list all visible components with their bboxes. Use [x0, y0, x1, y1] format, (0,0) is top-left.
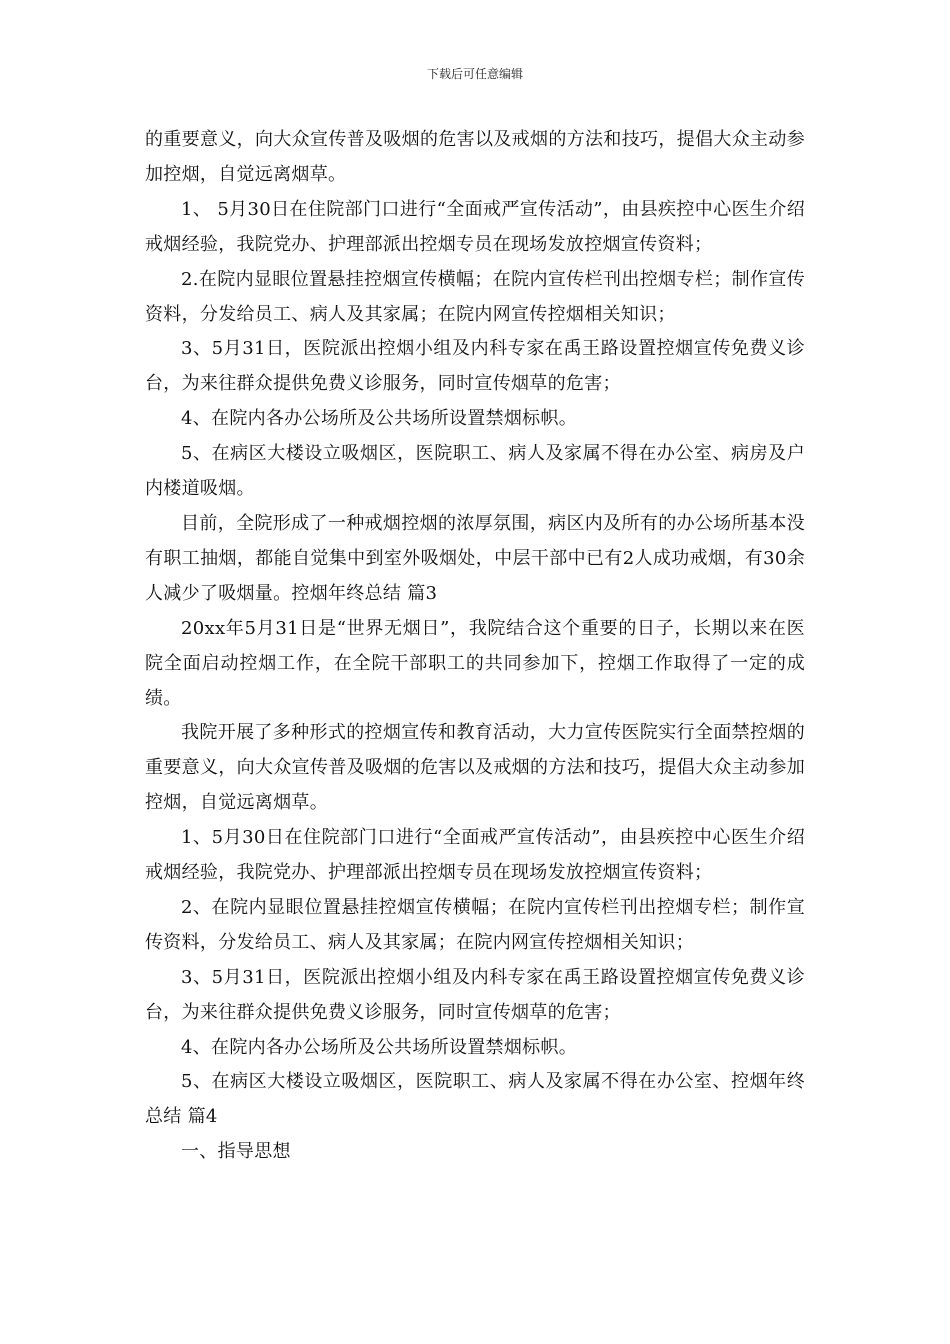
- paragraph: 目前，全院形成了一种戒烟控烟的浓厚氛围，病区内及所有的办公场所基本没有职工抽烟，都能自觉集中到室外吸烟处，中层干部中已有2人成功戒烟，有30余人减少了吸烟量。控烟年终总结 篇3: [145, 512, 805, 604]
- paragraph: 3、5月31日，医院派出控烟小组及内科专家在禹王路设置控烟宣传免费义诊台，为来往群众提供免费义诊服务，同时宣传烟草的危害；: [145, 966, 805, 1023]
- paragraph: 2.在院内显眼位置悬挂控烟宣传横幅；在院内宣传栏刊出控烟专栏；制作宣传资料，分发给员工、病人及其家属；在院内网宣传控烟相关知识；: [145, 268, 805, 325]
- paragraph: 5、在病区大楼设立吸烟区，医院职工、病人及家属不得在办公室、病房及户内楼道吸烟。: [145, 443, 805, 500]
- paragraph: 5、在病区大楼设立吸烟区，医院职工、病人及家属不得在办公室、控烟年终总结 篇4: [145, 1071, 805, 1128]
- paragraph: 4、在院内各办公场所及公共场所设置禁烟标帜。: [181, 1036, 578, 1058]
- section-heading: 一、指导思想: [181, 1141, 291, 1163]
- page-header: 下载后可任意编辑: [426, 67, 523, 81]
- paragraph: 3、5月31日，医院派出控烟小组及内科专家在禹王路设置控烟宣传免费义诊台，为来往群众提供免费义诊服务，同时宣传烟草的危害；: [145, 338, 805, 395]
- paragraph: 1、 5月30日在住院部门口进行“全面戒严宣传活动”，由县疾控中心医生介绍戒烟经验，我院党办、护理部派出控烟专员在现场发放控烟宣传资料；: [145, 198, 805, 255]
- paragraph: 2、在院内显眼位置悬挂控烟宣传横幅；在院内宣传栏刊出控烟专栏；制作宣传资料，分发给员工、病人及其家属；在院内网宣传控烟相关知识；: [145, 896, 805, 953]
- document-body: [145, 123, 805, 1170]
- paragraph: 1、5月30日在住院部门口进行“全面戒严宣传活动”，由县疾控中心医生介绍戒烟经验，我院党办、护理部派出控烟专员在现场发放控烟宣传资料；: [145, 827, 805, 884]
- paragraph: 我院开展了多种形式的控烟宣传和教育活动，大力宣传医院实行全面禁控烟的重要意义，向大众宣传普及吸烟的危害以及戒烟的方法和技巧，提倡大众主动参加控烟，自觉远离烟草。: [145, 722, 805, 814]
- paragraph: 的重要意义，向大众宣传普及吸烟的危害以及戒烟的方法和技巧，提倡大众主动参加控烟，自觉远离烟草。: [145, 129, 805, 185]
- paragraph: 20xx年5月31日是“世界无烟日”，我院结合这个重要的日子，长期以来在医院全面启动控烟工作，在全院干部职工的共同参加下，控烟工作取得了一定的成绩。: [145, 617, 805, 709]
- paragraph: 4、在院内各办公场所及公共场所设置禁烟标帜。: [181, 408, 578, 430]
